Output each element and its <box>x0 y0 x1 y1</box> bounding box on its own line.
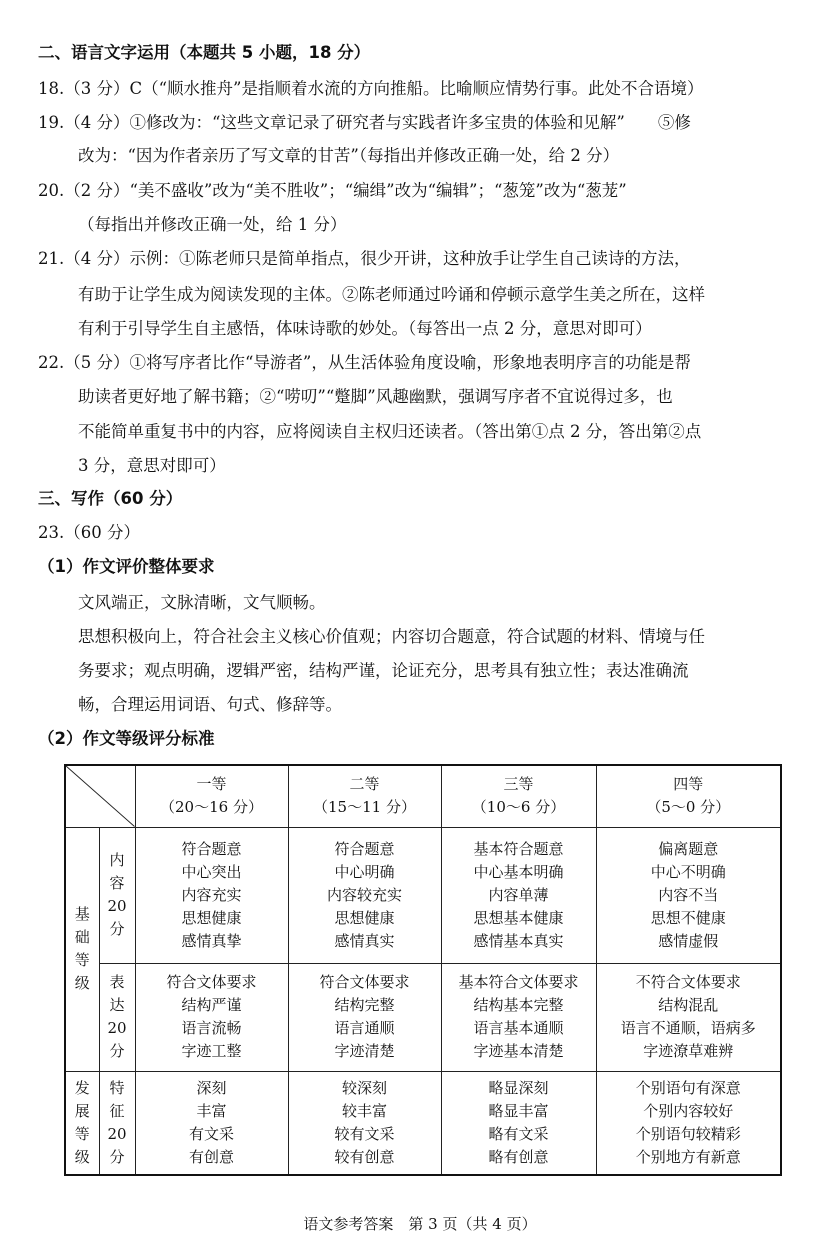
basic-level-label <box>65 827 99 1071</box>
label-char: 容 <box>109 874 125 892</box>
content-grade-3 <box>441 827 596 963</box>
content-grade-2 <box>288 827 441 963</box>
label-char: 征 <box>109 1101 125 1120</box>
criterion: 丰富 <box>196 1101 227 1120</box>
criterion: 语言不通顺，语病多 <box>620 1019 756 1037</box>
criterion: 不符合文体要求 <box>635 973 741 991</box>
label-char: 内 <box>109 851 125 869</box>
answer-20-line-1: 20.（2 分）“美不盛收”改为“美不胜收”；“编缉”改为“编辑”；“葱笼”改为“葱茏” <box>38 181 627 200</box>
essay-req-line-2: 思想积极向上，符合社会主义核心价值观；内容切合题意，符合试题的材料、情境与任 <box>78 627 705 646</box>
grade-range: （20～16 分） <box>160 798 263 817</box>
grade-name: 二等 <box>349 775 380 794</box>
label-char: 20 <box>107 1124 127 1143</box>
criterion: 语言基本通顺 <box>473 1019 564 1037</box>
expression-grade-3 <box>441 963 596 1071</box>
essay-requirements-title: （1）作文评价整体要求 <box>38 557 215 576</box>
answer-22-line-1: 22.（5 分）①将写序者比作“导游者”，从生活体验角度设喻，形象地表明序言的功能是帮 <box>38 353 691 372</box>
criterion: 较深刻 <box>341 1078 387 1097</box>
answer-21-line-1: 21.（4 分）示例：①陈老师只是简单指点，很少开讲，这种放手让学生自己读诗的方法， <box>38 249 691 268</box>
content-grade-4 <box>596 827 781 963</box>
label-char: 础 <box>74 928 90 946</box>
label-char: 级 <box>74 974 90 992</box>
criterion: 内容较充实 <box>326 885 402 904</box>
grade-2-header <box>288 765 441 827</box>
grade-range: （10～6 分） <box>471 798 566 817</box>
answer-22-line-2: 助读者更好地了解书籍；②“唠叨”“蹩脚”风趣幽默，强调写序者不宜说得过多，也 <box>78 387 673 406</box>
answer-22-line-4: 3 分，意思对即可） <box>78 456 226 475</box>
essay-req-line-4: 畅，合理运用词语、句式、修辞等。 <box>78 695 342 714</box>
criterion: 偏离题意 <box>658 839 719 858</box>
expression-grade-1 <box>135 963 288 1071</box>
criterion: 有创意 <box>188 1147 234 1166</box>
criterion: 思想健康 <box>181 908 242 927</box>
criterion: 深刻 <box>196 1078 227 1097</box>
criterion: 字迹基本清楚 <box>473 1042 564 1060</box>
feature-grade-4 <box>596 1071 781 1175</box>
grade-name: 四等 <box>673 775 704 794</box>
grade-4-header <box>596 765 781 827</box>
grade-name: 三等 <box>503 775 534 794</box>
criterion: 个别内容较好 <box>643 1101 734 1120</box>
criterion: 思想基本健康 <box>473 908 564 927</box>
grade-range: （5～0 分） <box>646 798 731 817</box>
criterion: 个别语句较精彩 <box>635 1124 741 1143</box>
criterion: 基本符合题意 <box>473 839 564 858</box>
criterion: 感情真挚 <box>181 931 242 950</box>
criterion: 中心突出 <box>181 862 242 881</box>
criterion: 有文采 <box>188 1124 234 1143</box>
label-char: 特 <box>109 1078 125 1097</box>
feature-grade-2 <box>288 1071 441 1175</box>
essay-req-line-1: 文风端正，文脉清晰，文气顺畅。 <box>78 593 326 612</box>
page-footer: 语文参考答案 第 3 页（共 4 页） <box>303 1215 537 1233</box>
criterion: 符合文体要求 <box>319 973 410 991</box>
label-char: 分 <box>109 1147 125 1166</box>
criterion: 符合文体要求 <box>166 973 257 991</box>
answer-22-line-3: 不能简单重复书中的内容，应将阅读自主权归还读者。（答出第①点 2 分，答出第②点 <box>78 422 702 441</box>
criterion: 个别语句有深意 <box>635 1078 741 1097</box>
criterion: 字迹潦草难辨 <box>643 1042 734 1060</box>
criterion: 感情真实 <box>334 931 395 950</box>
essay-req-line-3: 务要求；观点明确，逻辑严密，结构严谨，论证充分，思考具有独立性；表达准确流 <box>78 661 689 680</box>
answer-21-line-2: 有助于让学生成为阅读发现的主体。②陈老师通过吟诵和停顿示意学生美之所在，这样 <box>78 285 705 304</box>
criterion: 中心基本明确 <box>473 862 564 881</box>
label-char: 基 <box>74 905 90 923</box>
criterion: 结构基本完整 <box>473 996 564 1014</box>
feature-row <box>65 1071 781 1175</box>
label-char: 发 <box>74 1078 90 1097</box>
criterion: 略有创意 <box>488 1147 549 1166</box>
label-char: 等 <box>74 1124 90 1143</box>
label-char: 等 <box>74 951 90 969</box>
criterion: 内容不当 <box>658 885 719 904</box>
criterion: 基本符合文体要求 <box>458 973 579 991</box>
feature-label <box>99 1071 135 1175</box>
criterion: 内容充实 <box>181 885 242 904</box>
grade-range: （15～11 分） <box>313 798 416 817</box>
criterion: 符合题意 <box>181 839 242 858</box>
expression-row <box>65 963 781 1071</box>
criterion: 中心明确 <box>334 862 395 881</box>
expression-grade-4 <box>596 963 781 1071</box>
label-char: 达 <box>109 996 125 1014</box>
criterion: 思想健康 <box>334 908 395 927</box>
label-char: 分 <box>109 920 125 938</box>
grade-1-header <box>135 765 288 827</box>
criterion: 略有文采 <box>488 1124 549 1143</box>
criterion: 字迹清楚 <box>334 1042 395 1060</box>
answer-20-line-2: （每指出并修改正确一处，给 1 分） <box>78 215 347 234</box>
expression-label <box>99 963 135 1071</box>
label-char: 20 <box>107 897 127 915</box>
answer-18: 18.（3 分）C（“顺水推舟”是指顺着水流的方向推船。比喻顺应情势行事。此处不合语境） <box>38 79 704 98</box>
criterion: 较有文采 <box>334 1124 395 1143</box>
label-char: 表 <box>109 973 125 991</box>
criterion: 较丰富 <box>341 1101 387 1120</box>
label-char: 展 <box>74 1101 90 1120</box>
criterion: 略显丰富 <box>488 1101 549 1120</box>
criterion: 结构完整 <box>334 996 395 1014</box>
criterion: 字迹工整 <box>181 1042 242 1060</box>
grade-name: 一等 <box>196 775 227 794</box>
section-3-title: 三、写作（60 分） <box>38 489 183 508</box>
label-char: 级 <box>74 1147 90 1166</box>
criterion: 感情虚假 <box>658 931 719 950</box>
criterion: 中心不明确 <box>650 862 726 881</box>
section-2-title: 二、语言文字运用（本题共 5 小题，18 分） <box>38 43 371 62</box>
answer-23: 23.（60 分） <box>38 523 140 542</box>
criterion: 语言通顺 <box>334 1019 395 1037</box>
diagonal-line <box>66 766 135 827</box>
grading-table <box>64 764 782 1176</box>
development-level-label <box>65 1071 99 1175</box>
grade-3-header <box>441 765 596 827</box>
criterion: 个别地方有新意 <box>635 1147 741 1166</box>
criterion: 较有创意 <box>334 1147 395 1166</box>
feature-grade-1 <box>135 1071 288 1175</box>
criterion: 感情基本真实 <box>473 931 564 950</box>
criterion: 略显深刻 <box>488 1078 549 1097</box>
feature-grade-3 <box>441 1071 596 1175</box>
content-row <box>65 827 781 963</box>
criterion: 语言流畅 <box>181 1019 242 1037</box>
answer-19-line-2: 改为：“因为作者亲历了写文章的甘苦”（每指出并修改正确一处，给 2 分） <box>78 146 620 165</box>
corner-cell <box>65 765 135 827</box>
answer-19-line-1: 19.（4 分）①修改为：“这些文章记录了研究者与实践者许多宝贵的体验和见解” ⑤修 <box>38 113 691 132</box>
criterion: 内容单薄 <box>488 885 549 904</box>
table-header-row <box>65 765 781 827</box>
label-char: 分 <box>109 1042 125 1060</box>
grading-standard-title: （2）作文等级评分标准 <box>38 729 215 748</box>
answer-21-line-3: 有利于引导学生自主感悟，体味诗歌的妙处。（每答出一点 2 分，意思对即可） <box>78 319 652 338</box>
label-char: 20 <box>107 1019 127 1037</box>
content-label <box>99 827 135 963</box>
expression-grade-2 <box>288 963 441 1071</box>
content-grade-1 <box>135 827 288 963</box>
criterion: 思想不健康 <box>650 908 726 927</box>
criterion: 结构严谨 <box>181 996 242 1014</box>
criterion: 结构混乱 <box>658 996 719 1014</box>
criterion: 符合题意 <box>334 839 395 858</box>
